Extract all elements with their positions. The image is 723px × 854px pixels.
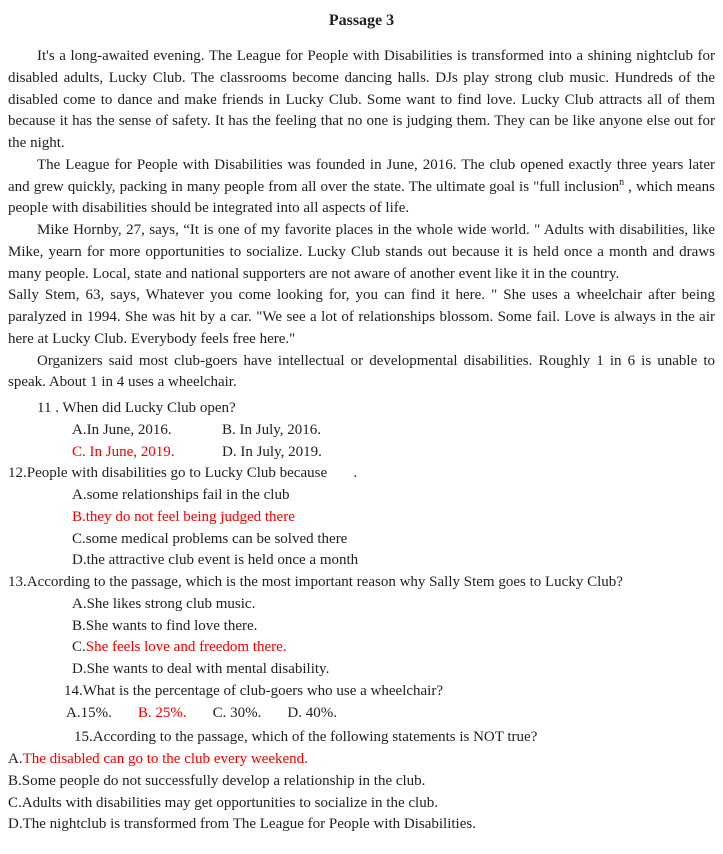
question-11-text: 11 . When did Lucky Club open? (37, 400, 236, 417)
option-15b: B.Some people do not successfully develop a relationship in the club. (8, 772, 426, 789)
option-15a-marked-answer: A.The disabled can go to the club every weekend. (8, 751, 308, 768)
option-11a: A.In June, 2016. (72, 421, 172, 438)
option-13c-marked-answer: C.She feels love and freedom there. (72, 639, 287, 656)
option-12b-marked-answer: B.they do not feel being judged there (72, 508, 295, 525)
question-12 (8, 463, 715, 572)
paragraph-2-text: The League for People with Disabilities was founded in June, 2016. The club opened exactly three years later and grew quickly, packing in many people from all over the state. The ultimate goal is "full inclusion (8, 156, 715, 195)
option-14a: A.15%. (66, 704, 112, 721)
question-11 (8, 398, 715, 463)
question-11-options-row-1 (72, 420, 715, 442)
question-14 (8, 681, 715, 725)
question-14-text: 14.What is the percentage of club-goers who use a wheelchair? (64, 682, 444, 699)
question-15-text: 15.According to the passage, which of the following statements is NOT true? (74, 729, 538, 746)
question-15 (8, 727, 715, 836)
question-13 (8, 572, 715, 681)
option-13b: B.She wants to find love there. (72, 617, 258, 634)
option-11b: B. In July, 2016. (222, 421, 322, 438)
option-11c-marked-answer: C. In June, 2019. (72, 443, 175, 460)
option-12a: A.some relationships fail in the club (72, 487, 290, 504)
passage-paragraph-5: Organizers said most club-goers have intellectual or developmental disabilities. Roughly 1 in 6 is unable to speak. About 1 in 4 uses a wheelchair. (8, 352, 715, 391)
option-11d: D. In July, 2019. (222, 443, 322, 460)
option-13a: A.She likes strong club music. (72, 595, 256, 612)
question-11-options-row-2 (72, 442, 715, 464)
option-15d: D.The nightclub is transformed from The League for People with Disabilities. (8, 816, 476, 833)
question-13-text: 13.According to the passage, which is the most important reason why Sally Stem goes to Lucky Club? (8, 574, 623, 591)
option-14c: C. 30%. (212, 704, 262, 721)
page-title: Passage 3 (328, 12, 395, 29)
option-13d: D.She wants to deal with mental disability. (72, 661, 330, 678)
paragraph-2-text-continued: , which means people with disabilities should be integrated into all aspects of life. (8, 178, 715, 217)
question-14-options-row (66, 703, 715, 725)
question-12-text: 12.People with disabilities go to Lucky Club because . (8, 465, 358, 482)
passage-paragraph-1: It's a long-awaited evening. The League for People with Disabilities is transformed into a shining nightclub for disabled adults, Lucky Club. The classrooms become dancing halls. DJs play strong club music. Hundreds of the disabled come to dance and make friends in Lucky Club. Some want to find love. Lucky Club attracts all of them because it has the sense of safety. It has the feeling that no one is judging them. They can be like anyone else out for the night. (8, 48, 715, 152)
passage-paragraph-4: Sally Stem, 63, says, Whatever you come looking for, you can find it here. " She uses a wheelchair after being paralyzed in 1994. She was hit by a car. "We see a lot of relationships blossom. Some fail. Love is always in the air here at Lucky Club. Everybody feels free here." (8, 287, 715, 347)
option-12c: C.some medical problems can be solved there (72, 530, 348, 547)
option-14d: D. 40%. (287, 704, 337, 721)
passage-paragraph-3: Mike Hornby, 27, says, “It is one of my favorite places in the whole wide world. " Adults with disabilities, like Mike, yearn for more opportunities to socialize. Lucky Club stands out because it is held once a month and draws many people. Local, state and national supporters are not aware of another event like it in the country. (8, 222, 715, 282)
passage-paragraph-2 (8, 155, 715, 220)
footnote-marker: n (619, 176, 625, 188)
option-14b-marked-answer: B. 25%. (137, 704, 187, 721)
option-15c: C.Adults with disabilities may get opportunities to socialize in the club. (8, 794, 438, 811)
option-12d: D.the attractive club event is held once a month (72, 552, 359, 569)
